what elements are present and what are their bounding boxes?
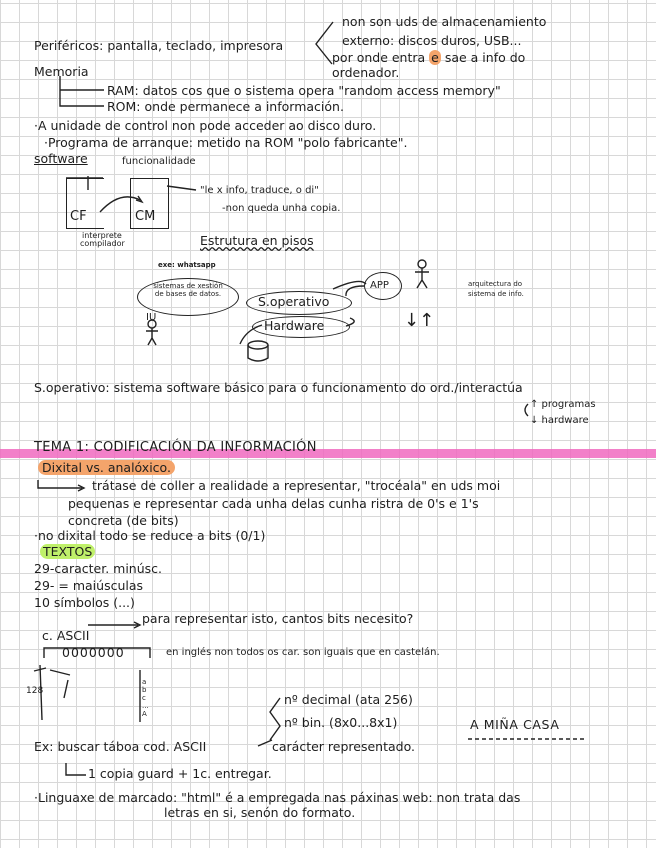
minusc-line: 29-caracter. minúsc. [34,561,163,576]
ndecimal-line: nº decimal (ata 256) [284,692,413,707]
mina-casa: A MIÑA CASA [470,717,560,732]
memoria-heading: Memoria [34,64,89,79]
interprete-label: interprete [82,231,122,240]
maiusc-line: 29- = maiúsculas [34,578,144,593]
caracter-line: carácter representado. [272,739,415,754]
cm-quote-2: -non queda unha copia. [222,203,341,214]
arquitectura-label-1: arquitectura do [468,280,523,288]
cantos-question: para representar isto, cantos bits necesito? [142,611,414,626]
perif-bullet-1: non son uds de almacenamiento [342,14,547,29]
compilador-label: compilador [80,239,125,248]
updown-arrows-icon: ↓↑ [404,310,435,331]
copia-line: 1 copia guard + 1c. entregar. [88,766,272,781]
so-definition: S.operativo: sistema software básico para o funcionamento do ord./interactúa [34,380,523,395]
app-label: APP [370,280,389,291]
exe-label: exe: whatsapp [158,261,216,269]
simbolos-line: 10 símbolos (...) [34,595,135,610]
tratase-line-2: pequenas e representar cada unha delas cunha ristra de 0's e 1's [68,496,479,511]
soperativo-label: S.operativo [258,294,330,309]
ingles-note: en inglés non todos os car. son iguais que en castelán. [166,647,440,658]
textos-heading: TEXTOS [40,545,95,559]
so-hardware: ↓ hardware [530,415,589,426]
perif-bullet-4: ordenador. [332,65,400,80]
cm-quote-1: "le x info, traduce, o di" [200,185,319,196]
unidade-line: ·A unidade de control non pode acceder ao disco duro. [34,118,377,133]
nbin-line: nº bin. (8x0...8x1) [284,715,398,730]
ram-line: RAM: datos cos que o sistema opera "random access memory" [107,83,501,98]
n128-label: 128 [26,686,44,696]
hardware-label: Hardware [264,318,325,333]
tema-heading: TEMA 1: CODIFICACIÓN DA INFORMACIÓN [34,440,317,455]
perifericos-line: Periféricos: pantalla, teclado, impresora [34,38,284,53]
dixital-heading: Dixital vs. analóxico. [38,461,175,475]
iu-label: IU [146,312,157,323]
cf-label: CF [70,209,87,224]
arquitectura-label-2: sistema de info. [468,290,524,298]
ex-line: Ex: buscar táboa cod. ASCII [34,739,207,754]
arranque-line: ·Programa de arranque: metido na ROM "polo fabricante". [44,135,408,150]
software-heading: software [34,151,88,166]
nodixital-line: ·no dixital todo se reduce a bits (0/1) [34,528,266,543]
ascii-zeros: 0000000 [62,645,125,660]
linguaxe-line-2: letras en si, senón do formato. [164,805,356,820]
so-programas: ↑ programas [530,399,596,410]
tratase-line-3: concreta (de bits) [68,513,179,528]
sxbd-label: sistemas de xestión de bases de datos. [153,282,223,298]
rom-line: ROM: onde permanece a información. [107,99,344,114]
funcionalidade-label: funcionalidade [122,156,196,167]
linguaxe-line-1: ·Linguaxe de marcado: "html" é a empregada nas páxinas web: non trata das [34,790,521,805]
abc-label: a b c ... A [142,678,149,718]
ascii-label: c. ASCII [42,628,90,643]
cm-label: CM [135,209,156,224]
perif-bullet-3: por onde entra e sae a info do [332,50,526,65]
perif-brace [316,22,333,64]
tratase-line-1: trátase de coller a realidade a representar, "trocéala" en uds moi [92,478,501,493]
estrutura-heading: Estrutura en pisos [200,233,314,248]
perif-bullet-2: externo: discos duros, USB... [342,33,522,48]
